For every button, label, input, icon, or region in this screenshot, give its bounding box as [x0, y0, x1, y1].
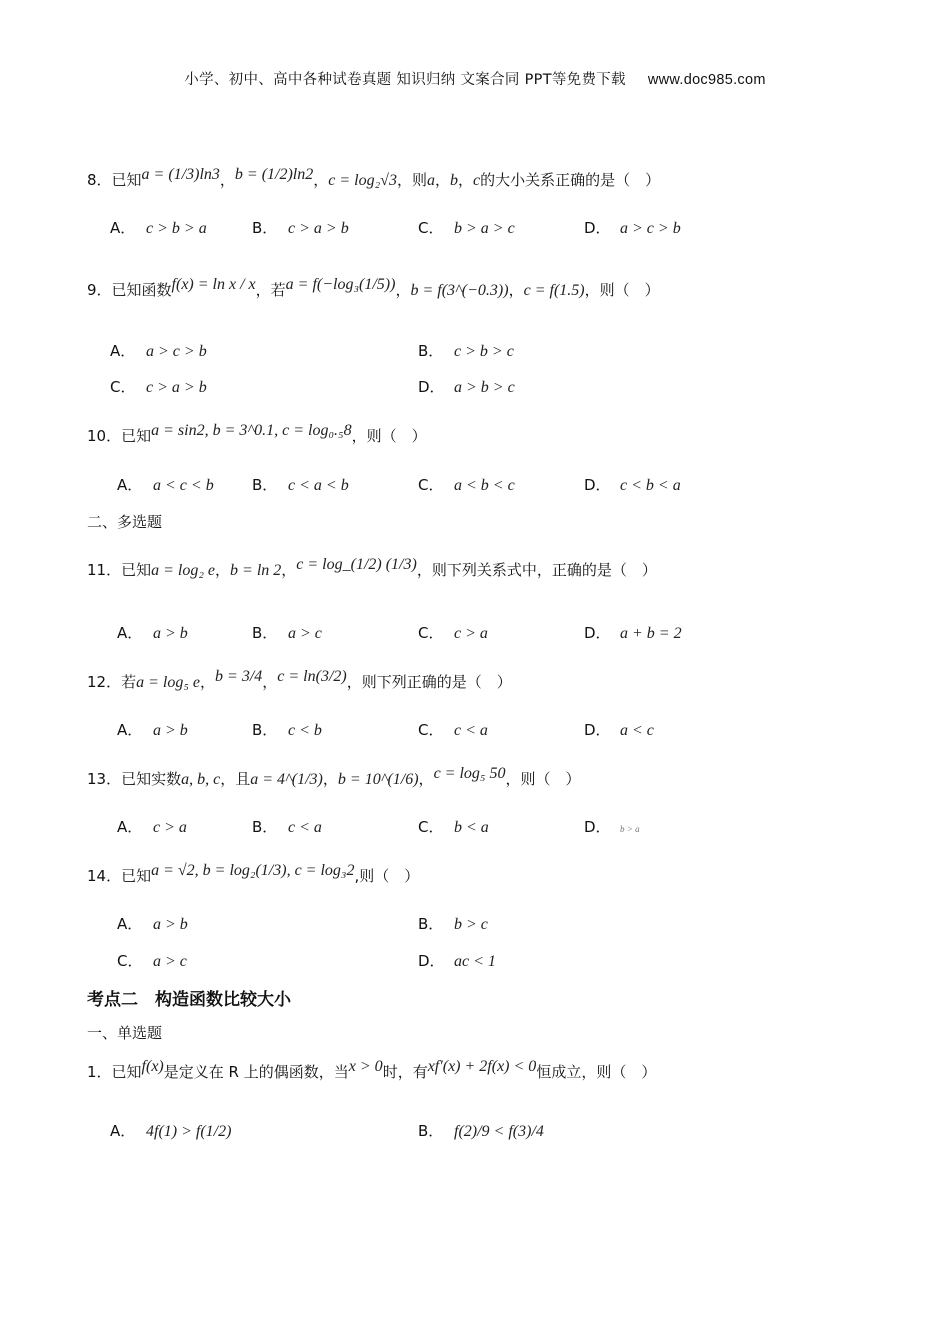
option-expr: c > b > a — [146, 220, 207, 237]
option-expr: ac < 1 — [454, 953, 496, 970]
separator: ， — [215, 561, 231, 579]
option-expr: a > b — [153, 625, 188, 642]
math-c: c = f(1.5) — [523, 282, 585, 299]
q9-option-b[interactable] — [418, 340, 514, 363]
option-expr: a < c < b — [153, 477, 214, 494]
math-R: R — [228, 1063, 239, 1081]
question-14 — [87, 864, 419, 889]
option-label: A． — [117, 476, 143, 494]
separator: ， — [219, 171, 235, 189]
q10-option-b[interactable] — [252, 474, 349, 497]
separator: ， — [508, 281, 524, 299]
option-label: D． — [584, 476, 611, 494]
option-label: C． — [418, 624, 444, 642]
option-label: B． — [418, 915, 444, 933]
question-text: ，则（ ） — [351, 427, 427, 445]
option-expr: c > a — [153, 819, 187, 836]
separator: ， — [313, 171, 329, 189]
option-expr: c < a < b — [288, 477, 349, 494]
question-text: 恒成立，则（ ） — [536, 1063, 657, 1081]
option-expr: c > a > b — [288, 220, 349, 237]
option-label: C． — [418, 476, 444, 494]
option-label: C． — [117, 952, 143, 970]
option-label: C． — [418, 818, 444, 836]
q10-option-c[interactable] — [418, 474, 515, 497]
option-expr: f(2)/9 < f(3)/4 — [454, 1123, 544, 1140]
option-expr: c > a — [454, 625, 488, 642]
var-c: c — [473, 172, 481, 189]
math-a: a = f(−log₃(1/5)) — [285, 276, 396, 293]
question-number: 11．已知 — [87, 561, 152, 579]
math-c: c = log₅ 50 — [433, 765, 506, 782]
question-12 — [87, 670, 512, 695]
math-c: c = ln(3/2) — [277, 668, 347, 685]
header-url[interactable]: www.doc985.com — [647, 72, 766, 88]
option-label: C． — [418, 219, 444, 237]
math-b: b = (1/2)ln2 — [234, 166, 314, 183]
section-heading-multi: 二、多选题 — [87, 513, 163, 531]
math-b: b = f(3^(−0.3)) — [410, 282, 509, 299]
var-b: b — [449, 172, 458, 189]
option-expr: a < c — [620, 722, 654, 739]
math-expr: a = √2, b = log₂(1/3), c = log₃2 — [151, 862, 355, 879]
var-a: a — [426, 172, 435, 189]
question-number: 8．已知 — [87, 171, 142, 189]
option-expr: a > c > b — [620, 220, 681, 237]
option-label: A． — [117, 721, 143, 739]
option-expr: a > b — [153, 916, 188, 933]
option-label: B． — [252, 476, 278, 494]
math-f: f(x) — [141, 1058, 164, 1075]
question-9 — [87, 278, 660, 303]
question-text: ,则（ ） — [354, 867, 420, 885]
q14-option-c[interactable] — [117, 950, 187, 973]
question-text: ，则下列关系式中，正确的是（ ） — [416, 561, 657, 579]
q11-option-a[interactable] — [117, 622, 188, 645]
option-label: D． — [418, 952, 445, 970]
question-text: ，则（ ） — [505, 770, 581, 788]
option-expr: a > b > c — [454, 379, 515, 396]
question-text: ，若 — [255, 281, 286, 299]
option-label: B． — [252, 624, 278, 642]
option-label: B． — [252, 818, 278, 836]
option-expr: b > a — [620, 824, 640, 834]
separator: ， — [281, 561, 297, 579]
question-11 — [87, 558, 657, 583]
q11-option-d[interactable] — [584, 622, 682, 645]
option-expr: b < a — [454, 819, 489, 836]
option-label: D． — [584, 818, 611, 836]
math-c: c = log₂√3 — [328, 172, 397, 189]
math-b: b = ln 2 — [230, 562, 282, 579]
q13-option-c[interactable] — [418, 816, 489, 839]
option-label: D． — [418, 378, 445, 396]
math-a: a = (1/3)ln3 — [141, 166, 220, 183]
separator: ， — [418, 770, 434, 788]
q9-option-c[interactable] — [110, 376, 207, 399]
question-10 — [87, 424, 427, 449]
separator: ， — [200, 673, 216, 691]
k1-option-b[interactable] — [418, 1120, 544, 1143]
question-number: 14．已知 — [87, 867, 152, 885]
q14-option-d[interactable] — [418, 950, 496, 973]
question-text: 的大小关系正确的是（ ） — [480, 171, 661, 189]
question-text: 时，有 — [382, 1063, 428, 1081]
math-a: a = 4^(1/3) — [250, 771, 323, 788]
question-number: 13．已知实数 — [87, 770, 182, 788]
option-label: D． — [584, 624, 611, 642]
question-text: ，则 — [396, 171, 427, 189]
option-label: A． — [117, 624, 143, 642]
question-number: 10．已知 — [87, 427, 152, 445]
option-label: D． — [584, 219, 611, 237]
separator: ， — [434, 171, 450, 189]
math-cond: x > 0 — [348, 1058, 383, 1075]
q13-option-b[interactable] — [252, 816, 322, 839]
math-a: a = log₂ e — [151, 562, 215, 579]
section-heading-single: 一、单选题 — [87, 1024, 163, 1042]
math-b: b = 3/4 — [215, 668, 263, 685]
math-ineq: xf′(x) + 2f(x) < 0 — [427, 1058, 537, 1075]
math-c: c = log_(1/2) (1/3) — [296, 556, 417, 573]
separator: ， — [262, 673, 278, 691]
question-number: 1．已知 — [87, 1063, 142, 1081]
question-text: ，且 — [220, 770, 251, 788]
header-text: 小学、初中、高中各种试卷真题 知识归纳 文案合同 PPT等免费下载 — [184, 72, 626, 88]
q13-option-a[interactable] — [117, 816, 187, 839]
option-expr: a > c — [288, 625, 322, 642]
option-label: B． — [252, 721, 278, 739]
option-label: B． — [418, 342, 444, 360]
question-text: ，则（ ） — [584, 281, 660, 299]
q9-option-d[interactable] — [418, 376, 515, 399]
q12-option-c[interactable] — [418, 719, 488, 742]
q11-option-c[interactable] — [418, 622, 488, 645]
q10-option-a[interactable] — [117, 474, 214, 497]
math-expr: a = sin2, b = 3^0.1, c = log₀.₅8 — [151, 422, 352, 439]
question-text: 上的偶函数，当 — [243, 1063, 349, 1081]
option-expr: b > c — [454, 916, 488, 933]
q12-option-d[interactable] — [584, 719, 654, 742]
separator: ， — [395, 281, 411, 299]
q11-option-b[interactable] — [252, 622, 322, 645]
option-label: A． — [117, 915, 143, 933]
page-header — [0, 68, 950, 89]
option-label: A． — [110, 1122, 136, 1140]
option-label: A． — [117, 818, 143, 836]
q8-option-a[interactable] — [110, 217, 207, 240]
q8-option-b[interactable] — [252, 217, 349, 240]
separator: ， — [457, 171, 473, 189]
q12-option-b[interactable] — [252, 719, 322, 742]
option-expr: a + b = 2 — [620, 625, 682, 642]
separator: ， — [322, 770, 338, 788]
option-expr: c < a — [288, 819, 322, 836]
option-expr: a > c > b — [146, 343, 207, 360]
option-label: C． — [418, 721, 444, 739]
option-label: B． — [252, 219, 278, 237]
math-b: b = 10^(1/6) — [337, 771, 419, 788]
option-expr: c > b > c — [454, 343, 514, 360]
option-expr: b > a > c — [454, 220, 515, 237]
q8-option-d[interactable] — [584, 217, 681, 240]
q12-option-a[interactable] — [117, 719, 188, 742]
question-text: ，则下列正确的是（ ） — [346, 673, 512, 691]
option-expr: 4f(1) > f(1/2) — [146, 1123, 232, 1140]
q13-option-d[interactable] — [584, 816, 640, 840]
option-label: D． — [584, 721, 611, 739]
question-k1 — [87, 1060, 656, 1085]
question-number: 12．若 — [87, 673, 137, 691]
option-expr: a > b — [153, 722, 188, 739]
section-heading-kp2: 考点二 构造函数比较大小 — [87, 990, 291, 1010]
option-expr: a < b < c — [454, 477, 515, 494]
question-8 — [87, 168, 660, 193]
q14-option-a[interactable] — [117, 913, 188, 936]
option-expr: c < b — [288, 722, 322, 739]
math-f: f(x) = ln x / x — [171, 276, 256, 293]
q9-option-a[interactable] — [110, 340, 207, 363]
k1-option-a[interactable] — [110, 1120, 231, 1143]
option-expr: c > a > b — [146, 379, 207, 396]
q8-option-c[interactable] — [418, 217, 515, 240]
q10-option-d[interactable] — [584, 474, 681, 497]
math-vars: a, b, c — [181, 771, 221, 788]
option-expr: c < b < a — [620, 477, 681, 494]
option-expr: a > c — [153, 953, 187, 970]
option-label: C． — [110, 378, 136, 396]
question-number: 9．已知函数 — [87, 281, 172, 299]
option-expr: c < a — [454, 722, 488, 739]
q14-option-b[interactable] — [418, 913, 488, 936]
question-13 — [87, 767, 580, 792]
math-a: a = log₅ e — [136, 674, 200, 691]
option-label: B． — [418, 1122, 444, 1140]
option-label: A． — [110, 342, 136, 360]
question-text: 是定义在 — [163, 1063, 224, 1081]
option-label: A． — [110, 219, 136, 237]
